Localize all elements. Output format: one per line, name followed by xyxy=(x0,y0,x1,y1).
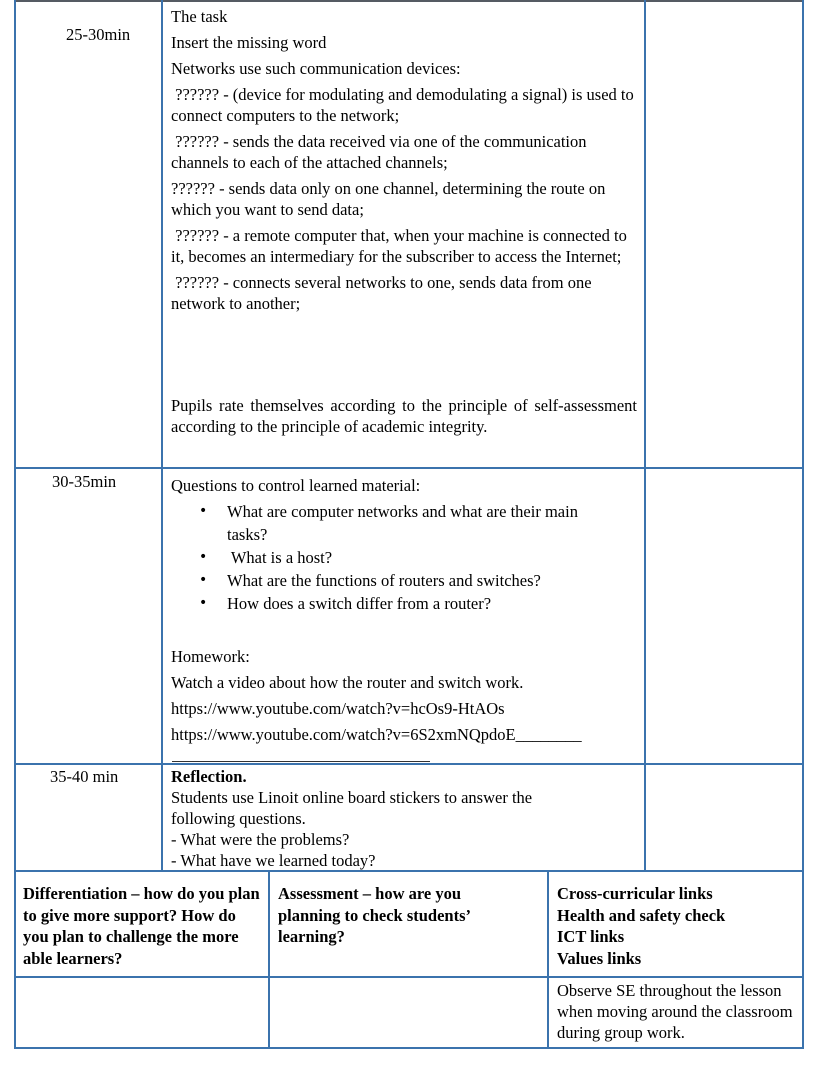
col-divider-time xyxy=(161,0,163,871)
differentiation-header xyxy=(23,883,263,969)
links-header-item: Values links xyxy=(557,948,642,968)
row-divider-2 xyxy=(14,763,804,765)
time-label: 35-40 min xyxy=(50,767,119,786)
links-header-item: Health and safety check xyxy=(557,905,726,925)
table-bottom-border xyxy=(14,1047,804,1049)
table-left-border xyxy=(14,0,16,1049)
time-label: 30-35min xyxy=(52,472,117,491)
links-header xyxy=(557,883,797,969)
questions-list xyxy=(171,500,639,615)
row2-activity xyxy=(171,475,639,745)
row3-time xyxy=(50,766,150,787)
reflection-question: - What were the problems? xyxy=(171,830,350,849)
table-top-border xyxy=(14,0,804,2)
homework-title: Homework: xyxy=(171,647,250,666)
questions-title: Questions to control learned material: xyxy=(171,476,421,495)
task-intro: Networks use such communication devices: xyxy=(171,59,461,78)
time-label: 25-30min xyxy=(66,25,131,44)
video-link-2[interactable]: https://www.youtube.com/watch?v=6S2xmNQpdoE xyxy=(171,725,516,744)
video-link-1[interactable]: https://www.youtube.com/watch?v=hcOs9-HtAOs xyxy=(171,699,505,718)
links-header-item: ICT links xyxy=(557,927,625,946)
footer-col-divider-2 xyxy=(547,871,549,1049)
table-right-border xyxy=(802,0,804,1049)
row1-assessment-note xyxy=(171,395,637,437)
reflection-question: - What have we learned today? xyxy=(171,851,376,870)
differentiation-header-text: Differentiation – how do you plan to give more support? How do you plan to challenge the more able learners? xyxy=(23,884,260,968)
row1-activity xyxy=(171,6,639,314)
task-item: ?????? - connects several networks to one, sends data from one network to another; xyxy=(171,273,596,313)
assessment-header xyxy=(278,883,518,948)
self-assessment-text: Pupils rate themselves according to the principle of self-assessment according to the principle of academic integrity. xyxy=(171,396,637,436)
homework-text: Watch a video about how the router and switch work. xyxy=(171,673,524,692)
homework-link[interactable] xyxy=(171,724,639,745)
reflection-text: Students use Linoit online board stickers to answer the following questions. xyxy=(171,788,533,828)
task-item: ?????? - a remote computer that, when your machine is connected to it, becomes an intermediary for the subscriber to access the Internet; xyxy=(171,226,631,266)
homework-link[interactable] xyxy=(171,698,639,719)
task-title: The task xyxy=(171,7,228,26)
links-value xyxy=(557,980,799,1043)
links-header-item: Cross-curricular links xyxy=(557,884,713,903)
underline-rule xyxy=(172,761,430,762)
footer-row-divider xyxy=(14,976,804,978)
task-item: ?????? - sends data only on one channel, determining the route on which you want to send data; xyxy=(171,179,610,219)
row-divider-1 xyxy=(14,467,804,469)
row3-activity xyxy=(171,766,639,871)
row2-time xyxy=(52,471,152,492)
assessment-header-text: Assessment – how are you planning to check students’ learning? xyxy=(278,884,470,946)
row1-time xyxy=(66,24,156,45)
col-divider-notes xyxy=(644,0,646,871)
question-item: • What are computer networks and what are their main tasks? xyxy=(171,500,639,546)
reflection-title: Reflection. xyxy=(171,767,247,786)
question-item: • How does a switch differ from a router? xyxy=(171,592,639,615)
question-item: • What are the functions of routers and switches? xyxy=(171,569,639,592)
task-item: ?????? - (device for modulating and demodulating a signal) is used to connect computers to the network; xyxy=(171,85,638,125)
footer-col-divider-1 xyxy=(268,871,270,1049)
links-value-text: Observe SE throughout the lesson when moving around the classroom during group work. xyxy=(557,981,793,1042)
link-trailer: ________ xyxy=(515,725,582,744)
task-instruction: Insert the missing word xyxy=(171,33,327,52)
question-item: • What is a host? xyxy=(171,546,639,569)
task-item: ?????? - sends the data received via one of the communication channels to each of the attached channels; xyxy=(171,132,591,172)
